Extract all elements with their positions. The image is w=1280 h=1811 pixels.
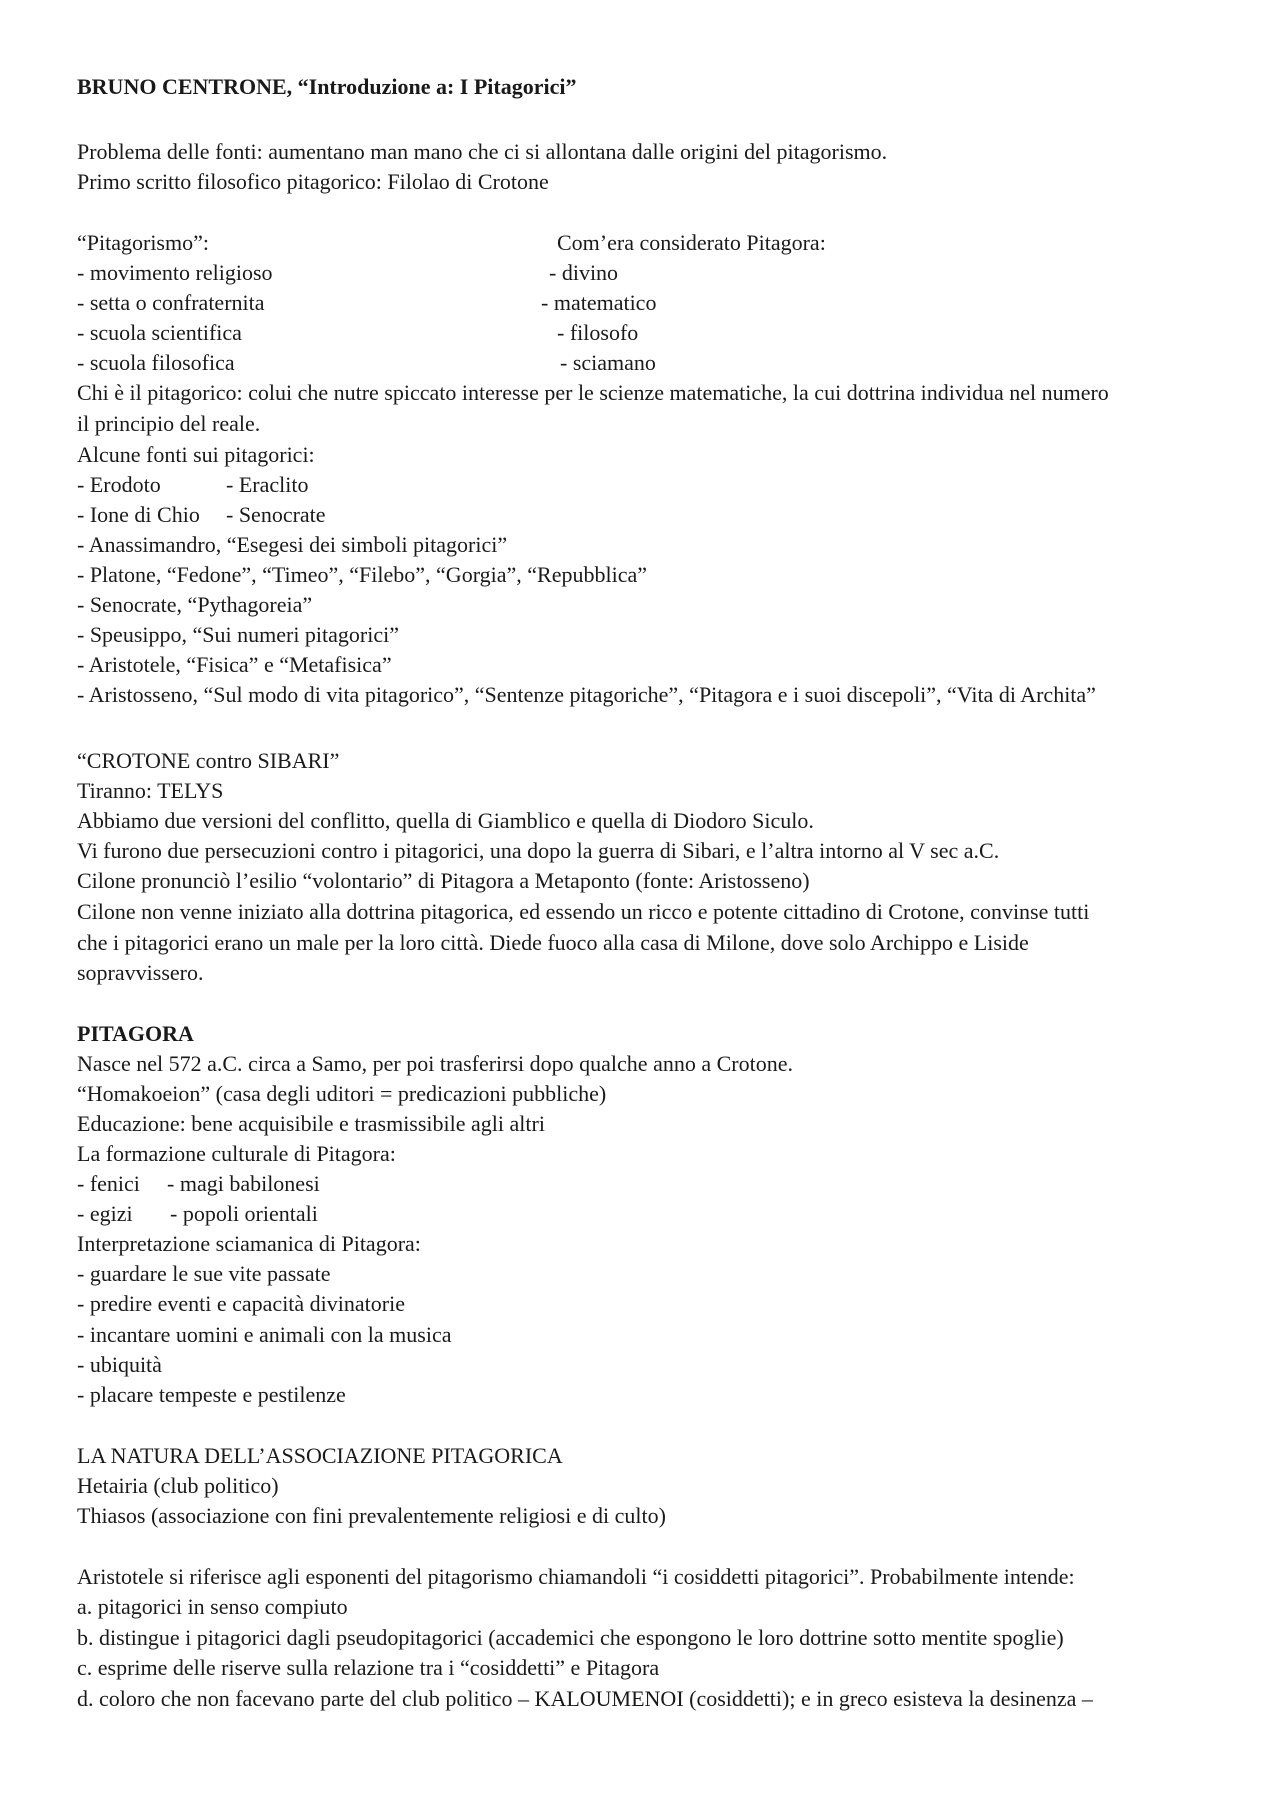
list-item: a. pitagorici in senso compiuto <box>77 1594 348 1619</box>
paragraph-line: il principio del reale. <box>77 411 261 436</box>
list-item: - scuola scientifica <box>77 320 242 345</box>
list-item: - divino <box>549 260 619 285</box>
list-item: - Senocrate <box>226 502 326 527</box>
list-item: - scuola filosofica <box>77 350 235 375</box>
section-heading-bold: PITAGORA <box>77 1021 194 1046</box>
list-item: - egizi <box>77 1201 133 1226</box>
list-item: - Ione di Chio <box>77 502 200 527</box>
list-item: - matematico <box>541 290 657 315</box>
list-item: - incantare uomini e animali con la musica <box>77 1322 452 1347</box>
section-heading: LA NATURA DELL’ASSOCIAZIONE PITAGORICA <box>77 1443 563 1468</box>
list-item: b. distingue i pitagorici dagli pseudopitagorici (accademici che espongono le loro dottrine sotto mentite spoglie) <box>77 1625 1064 1650</box>
paragraph-line: Aristotele si riferisce agli esponenti del pitagorismo chiamandoli “i cosiddetti pitagorici”. Probabilmente intende: <box>77 1564 1075 1589</box>
paragraph-line: Cilone non venne iniziato alla dottrina pitagorica, ed essendo un ricco e potente cittadino di Crotone, convinse tutti <box>77 899 1090 924</box>
list-item: - Eraclito <box>226 472 309 497</box>
intro-line: Problema delle fonti: aumentano man mano che ci si allontana dalle origini del pitagorismo. <box>77 139 888 164</box>
section-heading: Alcune fonti sui pitagorici: <box>77 442 315 467</box>
paragraph-line: Interpretazione sciamanica di Pitagora: <box>77 1231 421 1256</box>
list-item: - Senocrate, “Pythagoreia” <box>77 592 313 617</box>
paragraph-line: Thiasos (associazione con fini prevalentemente religiosi e di culto) <box>77 1503 666 1528</box>
list-item: - popoli orientali <box>170 1201 318 1226</box>
list-item: - filosofo <box>557 320 639 345</box>
paragraph-line: Cilone pronunciò l’esilio “volontario” di Pitagora a Metaponto (fonte: Aristosseno) <box>77 868 810 893</box>
paragraph-line: sopravvissero. <box>77 960 204 985</box>
list-item: - fenici <box>77 1171 140 1196</box>
document-title: BRUNO CENTRONE, “Introduzione a: I Pitagorici” <box>77 74 577 99</box>
list-item: d. coloro che non facevano parte del club politico – KALOUMENOI (cosiddetti); e in greco esisteva la desinenza – <box>77 1686 1093 1711</box>
intro-line: Primo scritto filosofico pitagorico: Filolao di Crotone <box>77 169 549 194</box>
section-heading: “CROTONE contro SIBARI” <box>77 748 340 773</box>
list-item: - Platone, “Fedone”, “Timeo”, “Filebo”, “Gorgia”, “Repubblica” <box>77 562 647 587</box>
paragraph-line: Abbiamo due versioni del conflitto, quella di Giamblico e quella di Diodoro Siculo. <box>77 808 814 833</box>
list-item: - guardare le sue vite passate <box>77 1261 331 1286</box>
list-item: - predire eventi e capacità divinatorie <box>77 1291 405 1316</box>
paragraph-line: Educazione: bene acquisibile e trasmissibile agli altri <box>77 1111 545 1136</box>
list-item: - Erodoto <box>77 472 161 497</box>
list-item: - setta o confraternita <box>77 290 265 315</box>
paragraph-line: Nasce nel 572 a.C. circa a Samo, per poi trasferirsi dopo qualche anno a Crotone. <box>77 1051 793 1076</box>
paragraph-line: La formazione culturale di Pitagora: <box>77 1141 396 1166</box>
pitagorismo-heading: “Pitagorismo”: <box>77 230 209 255</box>
paragraph-line: Hetairia (club politico) <box>77 1473 279 1498</box>
list-item: - ubiquità <box>77 1352 162 1377</box>
paragraph-line: che i pitagorici erano un male per la loro città. Diede fuoco alla casa di Milone, dove solo Archippo e Liside <box>77 930 1029 955</box>
pitagora-considered-heading: Com’era considerato Pitagora: <box>557 230 826 255</box>
list-item: - placare tempeste e pestilenze <box>77 1382 346 1407</box>
list-item: - sciamano <box>560 350 656 375</box>
list-item: - movimento religioso <box>77 260 273 285</box>
list-item: - Speusippo, “Sui numeri pitagorici” <box>77 622 399 647</box>
paragraph-line: “Homakoeion” (casa degli uditori = predicazioni pubbliche) <box>77 1081 607 1106</box>
paragraph-line: Vi furono due persecuzioni contro i pitagorici, una dopo la guerra di Sibari, e l’altra intorno al V sec a.C. <box>77 838 1000 863</box>
list-item: - Aristosseno, “Sul modo di vita pitagorico”, “Sentenze pitagoriche”, “Pitagora e i suoi discepoli”, “Vita di Archita” <box>77 682 1096 707</box>
list-item: - magi babilonesi <box>167 1171 320 1196</box>
paragraph-line: Tiranno: TELYS <box>77 778 224 803</box>
list-item: - Aristotele, “Fisica” e “Metafisica” <box>77 652 392 677</box>
list-item: c. esprime delle riserve sulla relazione tra i “cosiddetti” e Pitagora <box>77 1655 660 1680</box>
paragraph-line: Chi è il pitagorico: colui che nutre spiccato interesse per le scienze matematiche, la cui dottrina individua nel numero <box>77 380 1109 405</box>
list-item: - Anassimandro, “Esegesi dei simboli pitagorici” <box>77 532 508 557</box>
